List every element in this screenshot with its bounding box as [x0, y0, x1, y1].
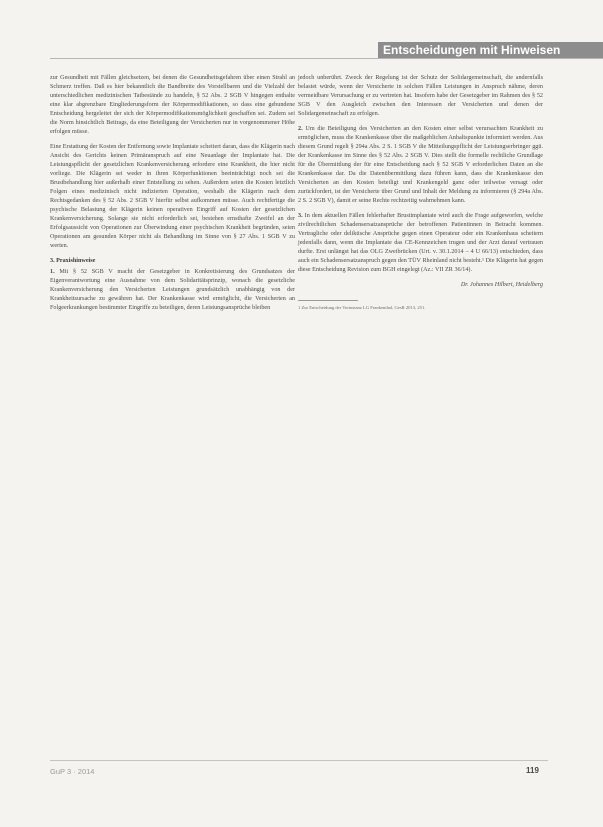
right-paragraph-1: jedoch unberührt. Zweck der Regelung ist der Schutz der Solidargemeinschaft, die andernfalls belastet würde, wenn der Versicherte in solchen Fällen Leistungen in Anspruch nähme, deren vermeidbare Verursachung er zu vertreten hat. Insofern habe der Gesetzgeber im Rahmen des § 52 SGB V den Ausgleich zwischen den Interessen der Versicherten und denen der Solidargemeinschaft zu erfolgen. [298, 75, 543, 118]
right-paragraph-3 [298, 212, 543, 275]
paragraph-number: 2. [298, 125, 303, 132]
page-number: 119 [526, 766, 539, 775]
right-column [298, 74, 543, 317]
left-paragraph-2: Eine Erstattung der Kosten der Entfernung sowie Implantate scheitert daran, dass die Klägerin nach Ansicht des Gerichts keinen Primäranspruch auf eine Neuanlage der Implantate hat. Die Leistungspflicht der gesetzlichen Krankenversicherung erfordere eine Krankheit, die hier nicht vorliege. Die Klägerin sei weder in ihren Körperfunktionen beeinträchtigt noch sei die Brustbehandlung hier außerhalb einer Entstellung zu sehen. Außerdem seien die Kosten letztlich Folgen eines medizinisch nicht indizierten Operation, weshalb die Klägerin nach dem Rechtsgedanken des § 52 Abs. 2 SGB V hierfür selbst aufkommen müsse. Auch rechtfertige die psychische Belastung der Klägerin keinen operativen Eingriff auf Kosten der gesetzlichen Krankenversicherung. Solange sie nicht erforderlich sei, bestehen ernsthafte Zweifel an der Erfolgsaussicht von Operationen zur Überwindung einer psychischen Krankheit begründen, seien Operationen am gesunden Körper nicht als Behandlung im Sinne von § 27 Abs. 1 SGB V zu werten. [50, 143, 295, 250]
header-divider [50, 58, 603, 59]
paragraph-number: 1. [50, 268, 55, 275]
left-paragraph-3 [50, 268, 295, 313]
footnote: 1 Zur Entscheidung der Vorinstanz LG Frankenthal, GesR 2013, 251. [298, 305, 426, 311]
left-paragraph-3-text: Mit § 52 SGB V macht der Gesetzgeber in Konkretisierung des Grundsatzes der Eigenverantwortung eine Ausnahme von dem Solidaritätsprinzip, wonach die gesetzliche Krankenversicherung den Versicherten Leistungen grundsätzlich unabhängig von der Krankheitsursache zu gewähren hat. Der Krankenkasse wird ermöglicht, die Versicherten an Folgeerkrankungen bestimmter Eingriffe zu beteiligen, deren Leistungsansprüche bleiben [50, 268, 295, 312]
right-paragraph-2-text: Um die Beteiligung des Versicherten an den Kosten einer selbst verursachten Krankheit zu ermöglichen, muss die Krankenkasse über die maßgeblichen Anhaltspunkte informiert werden. Aus diesem Grund regelt § 294a Abs. 2 S. 1 SGB V die Mitteilungspflicht der Leistungserbringer ggü. der Krankenkasse im Sinne des § 52 Abs. 2 SGB V. Dies stellt die formelle rechtliche Grundlage für die Übermittlung der für eine Entscheidung nach § 52 SGB V erforderlichen Daten an die Krankenkasse dar. Da die Datenübermittlung dazu führen kann, dass die Krankenkasse den Versicherten an den Kosten beteiligt und Krankengeld ganz oder teilweise versagt oder zurückfordert, ist der Versicherte über Grund und Inhalt der Meldung zu informieren (§ 294a Abs. 2 S. 2 SGB V), damit er seine Rechte rechtzeitig wahrnehmen kann. [298, 125, 543, 205]
section-title: Entscheidungen mit Hinweisen [383, 43, 561, 57]
right-paragraph-3-text: In dem aktuellen Fällen fehlerhafter Brustimplantate wird auch die Frage aufgeworfen, welche zivilrechtlichen Schadensersatzansprüche der betroffenen Patientinnen in Betracht kommen. Vertragliche oder deliktische Ansprüche gegen einen Operateur oder ein Krankenhaus scheitern jedenfalls dann, wenn die Implantate das CE-Kennzeichen trugen und der Arzt darauf vertrauen durfte. Erst unlängst hat das OLG Zweibrücken (Urt. v. 30.1.2014 – 4 U 66/13) entschieden, dass auch ein Schadensersatzanspruch gegen den TÜV Rheinland nicht besteht.¹ Die Klägerin hat gegen diese Entscheidung Revision zum BGH eingelegt (Az.: VII ZR 36/14). [298, 212, 543, 273]
left-column [50, 74, 295, 319]
right-paragraph-2 [298, 125, 543, 206]
section-title-banner [378, 42, 603, 59]
section-heading: 3. Praxishinweise [50, 257, 96, 264]
left-paragraph-1: zur Gesundheit mit Fällen gleichsetzen, bei denen die Gesundheitsgefahren über einen Strahl an Schmerz treffen. Daß es hier bekanntlich die Bandbreite des Vorstellbaren und die Vielzahl der unterschiedlichen medizinischen Tatbestände zu handeln, § 52 Abs. 2 SGB V hingegen enthalte eine klar abgrenzbare Eingliederungsform der Körpermodifikationen, so dass eine gebundene Entscheidung hergeleitet der sich der Körpermodifikationsmöglichkeit geschaffen sei. Zudem sei die Norm hinsichtlich Beitrags, da eine Beteiligung der Versicherten nur in vorgenommener Höhe erfolgen müsse. [50, 75, 295, 136]
author-signature: Dr. Johannes Hilbert, Heidelberg [460, 281, 543, 288]
footer-divider [50, 760, 548, 761]
footnote-divider [298, 300, 358, 301]
journal-issue: GuP 3 · 2014 [50, 767, 95, 776]
paragraph-number: 3. [298, 212, 303, 219]
